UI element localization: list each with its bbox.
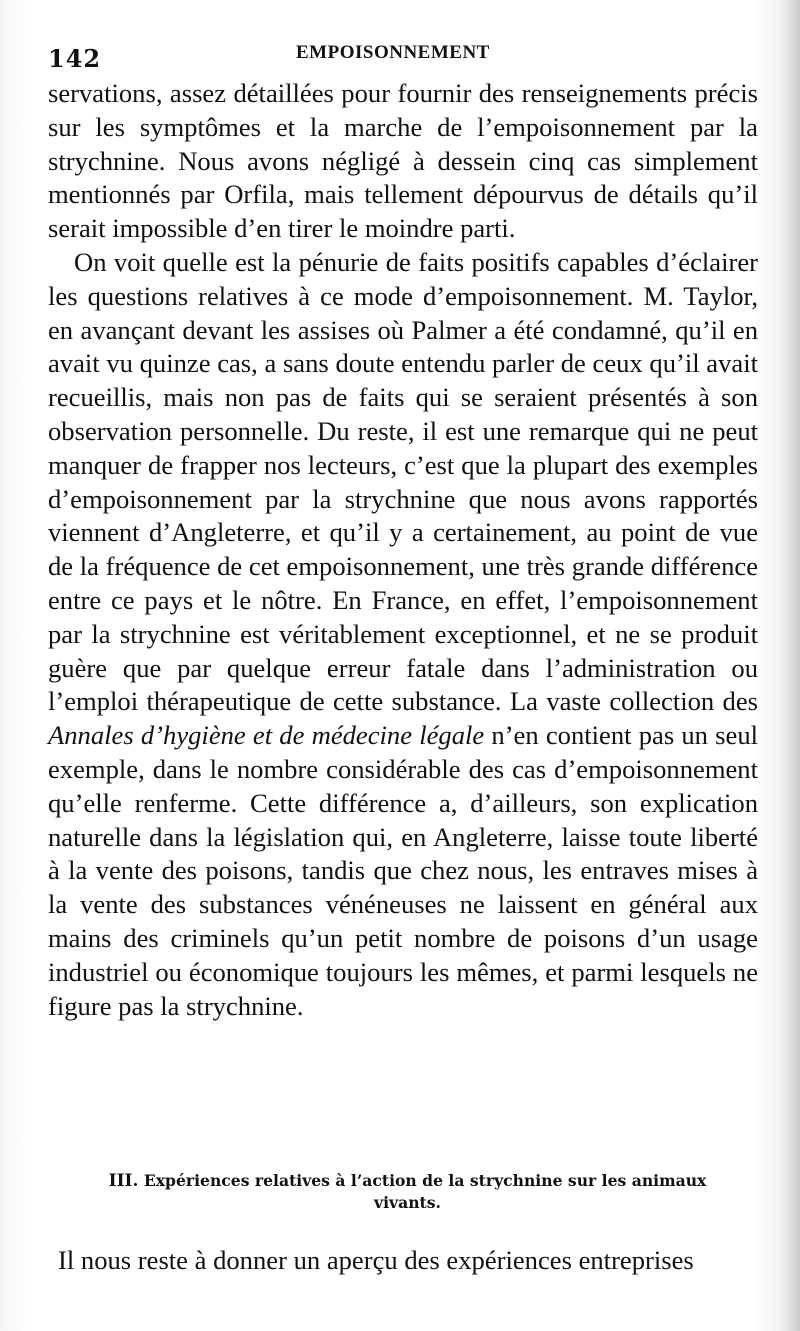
page-edge-shadow (780, 0, 800, 1331)
paragraph-2 (48, 246, 758, 1023)
section-number: III. (108, 1171, 139, 1191)
page-header (48, 38, 768, 73)
page-number: 142 (48, 44, 102, 73)
paragraph-2-part-1: On voit quelle est la pénurie de faits positifs capables d’éclairer les questions relatives à ce mode d’empoisonnement. M. Taylor, en avançant devant les assises où Palmer a été condamné, qu’il en avait vu quinze cas, a sans doute entendu parler de ceux qu’il avait recueillis, mais non pas de faits qui se seraient présentés à son observation personnelle. Du reste, il est une remarque qui ne peut manquer de frapper nos lecteurs, c’est que la plupart des exemples d’empoisonnement par la strychnine que nous avons rapportés viennent d’Angleterre, et qu’il y a certainement, au point de vue de la fréquence de cet empoisonnement, une très grande différence entre ce pays et le nôtre. En France, en effet, l’empoisonnement par la strychnine est véritablement exceptionnel, et ne se produit guère que par quelque erreur fatale dans l’administration ou l’emploi thérapeutique de cette substance. La vaste collection des (48, 246, 758, 717)
last-paragraph: Il nous reste à donner un aperçu des expériences entreprises (58, 1245, 694, 1275)
section-title-line-2: vivants. (374, 1193, 441, 1212)
body-text (48, 77, 758, 1023)
running-head: EMPOISONNEMENT (296, 42, 490, 63)
section-title: Expériences relatives à l’action de la strychnine sur les animaux (143, 1171, 707, 1190)
section-heading (55, 1170, 760, 1214)
section-heading-line-1 (55, 1170, 760, 1192)
paragraph-2-part-2: n’en contient pas un seul exemple, dans le nombre considérable des cas d’empoisonnement qu’elle renferme. Cette différence a, d’ailleurs, son explication naturelle dans la législation qui, en Angleterre, laisse toute liberté à la vente des poisons, tandis que chez nous, les entraves mises à la vente des substances vénéneuses ne laissent en général aux mains des criminels qu’un petit nombre de poisons d’un usage industriel ou économique toujours les mêmes, et parmi lesquels ne figure pas la strychnine. (48, 720, 759, 1021)
journal-title-italic: Annales d’hygiène et de médecine légale (48, 720, 485, 751)
paragraph-1: servations, assez détaillées pour fournir des renseignements précis sur les symptômes et la marche de l’empoisonnement par la strychnine. Nous avons négligé à dessein cinq cas simplement mentionnés par Orfila, mais tellement dépourvus de détails qu’il serait impossible d’en tirer le moindre parti. (48, 78, 758, 244)
